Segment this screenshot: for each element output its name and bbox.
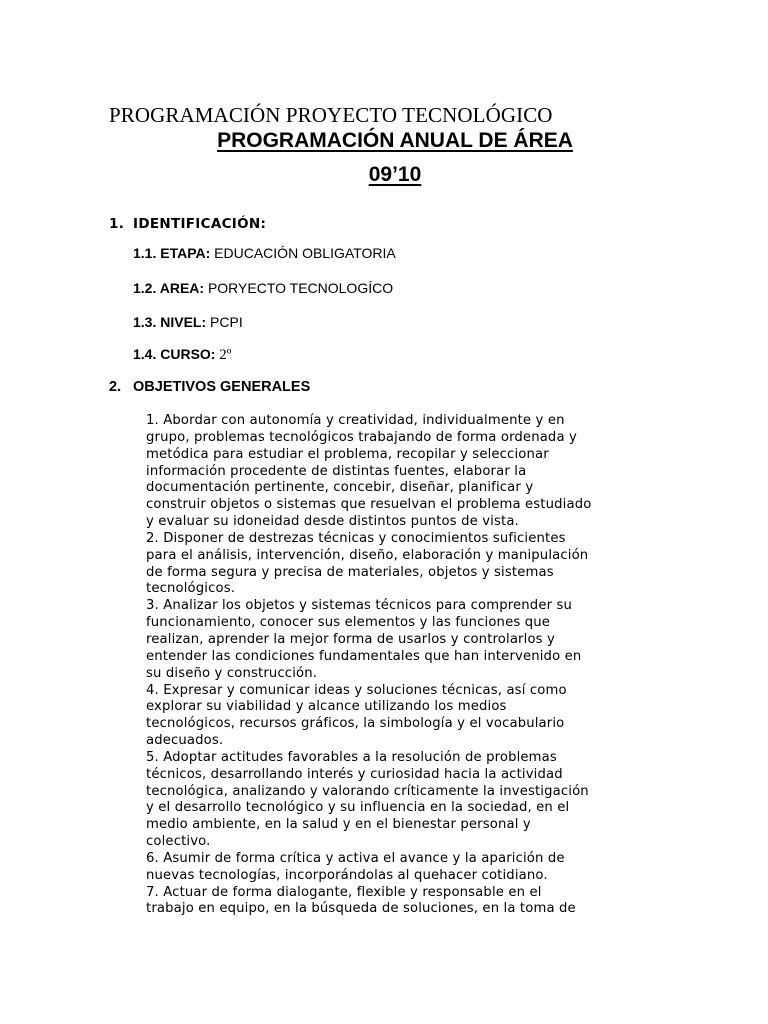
objectives-line: 1. Abordar con autonomía y creatividad, individualmente y en — [146, 413, 565, 428]
objectives-line: 6. Asumir de forma crítica y activa el avance y la aparición de — [146, 850, 565, 866]
objectives-line: colectivo. — [146, 834, 211, 850]
section-objetivos-heading — [109, 379, 310, 395]
section-identificacion-heading — [109, 216, 266, 232]
objectives-line: para el análisis, intervención, diseño, elaboración y manipulación — [146, 547, 589, 563]
objectives-line: información procedente de distintas fuentes, elaborar la — [146, 463, 527, 479]
objectives-line: 4. Expresar y comunicar ideas y soluciones técnicas, así como — [146, 682, 567, 698]
area-value: PORYECTO TECNOLOGÍCO — [204, 280, 394, 296]
etapa-item — [133, 245, 396, 261]
nivel-label: 1.3. NIVEL: — [133, 314, 207, 330]
objectives-line: realizan, aprender la mejor forma de usarlos y controlarlos y — [146, 631, 555, 647]
objectives-line: técnicos, desarrollando interés y curiosidad hacia la actividad — [146, 766, 563, 782]
etapa-value: EDUCACIÓN OBLIGATORIA — [210, 245, 396, 261]
objectives-line: nuevas tecnologías, incorporándolas al quehacer cotidiano. — [146, 867, 548, 883]
section-number: 1. — [109, 216, 125, 232]
area-title: PROGRAMACIÓN ANUAL DE ÁREA — [217, 129, 573, 152]
objectives-line: tecnológica, analizando y valorando críticamente la investigación — [146, 783, 589, 799]
curso-value: 2º — [215, 347, 232, 363]
objectives-line: trabajo en equipo, en la búsqueda de soluciones, en la toma de — [146, 901, 576, 917]
objectives-line: explorar su viabilidad y alcance utilizando los medios — [146, 699, 507, 715]
objectives-line: su diseño y construcción. — [146, 665, 318, 681]
objectives-line: tecnológicos. — [146, 581, 236, 597]
nivel-item — [133, 314, 243, 330]
objectives-line: medio ambiente, en la salud y en el bienestar personal y — [146, 817, 531, 833]
objectives-line: y evaluar su idoneidad desde distintos puntos de vista. — [146, 514, 519, 530]
objectives-line: 5. Adoptar actitudes favorables a la resolución de problemas — [146, 749, 557, 765]
objectives-line: construir objetos o sistemas que resuelvan el problema estudiado — [146, 497, 592, 513]
objectives-line: 3. Analizar los objetos y sistemas técnicos para comprender su — [146, 598, 573, 614]
objectives-line: documentación pertinente, concebir, diseñar, planificar y — [146, 480, 534, 496]
nivel-value: PCPI — [206, 314, 243, 330]
objectives-line: metódica para estudiar el problema, recopilar y seleccionar — [146, 446, 549, 462]
curso-label: 1.4. CURSO: — [133, 346, 216, 362]
objectives-line: 2. Disponer de destrezas técnicas y conocimientos suficientes — [146, 530, 566, 546]
objectives-line: grupo, problemas tecnológicos trabajando de forma ordenada y — [146, 429, 577, 445]
section-number: 2. — [109, 379, 122, 395]
etapa-label: 1.1. ETAPA: — [133, 245, 211, 261]
area-label: 1.2. AREA: — [133, 280, 205, 296]
curso-item — [133, 346, 231, 364]
objectives-text — [146, 413, 666, 918]
objectives-line: funcionamiento, conocer sus elementos y las funciones que — [146, 615, 550, 631]
area-item — [133, 280, 393, 296]
objectives-line: de forma segura y precisa de materiales, objetos y sistemas — [146, 564, 554, 580]
objectives-line: y el desarrollo tecnológico y su influencia en la sociedad, en el — [146, 800, 570, 816]
objectives-line: adecuados. — [146, 733, 224, 749]
document-top-title: PROGRAMACIÓN PROYECTO TECNOLÓGICO — [109, 103, 553, 127]
section-title: OBJETIVOS GENERALES — [133, 379, 311, 395]
objectives-line: tecnológicos, recursos gráficos, la simbología y el vocabulario — [146, 716, 565, 732]
objectives-line: 7. Actuar de forma dialogante, flexible y responsable en el — [146, 884, 542, 900]
year-title: 09’10 — [368, 163, 422, 186]
objectives-line: entender las condiciones fundamentales que han intervenido en — [146, 648, 582, 664]
section-title: IDENTIFICACIÓN: — [133, 216, 267, 232]
